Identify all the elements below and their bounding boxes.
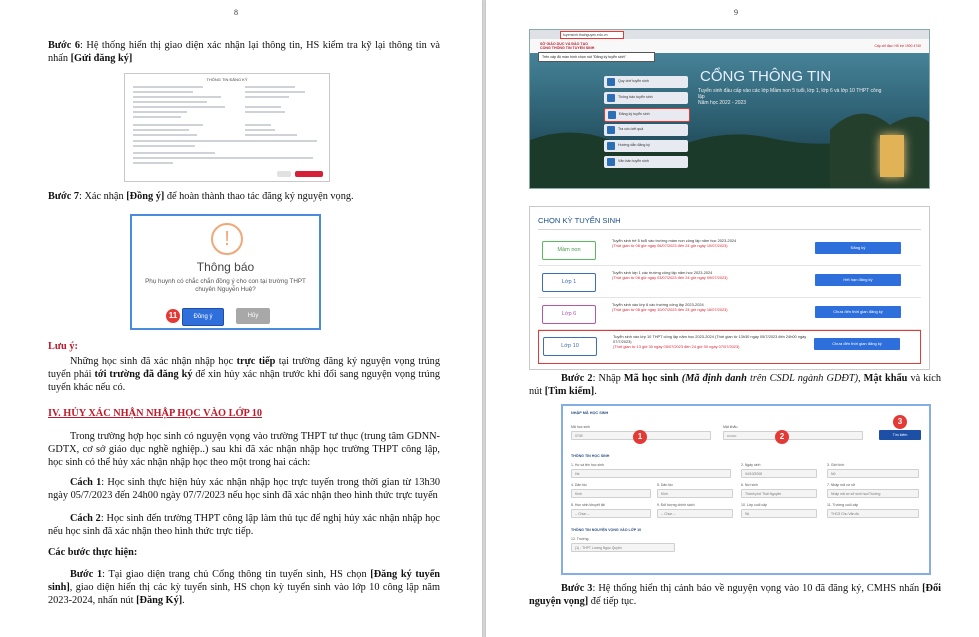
note-emphasis: tới trường đã đăng ký bbox=[94, 369, 193, 380]
step1-text: : Tại giao diện trang chủ Cổng thông tin tuyển sinh, HS chọn bbox=[102, 569, 371, 580]
form-line bbox=[245, 106, 281, 108]
step2-field: Mã học sinh bbox=[623, 373, 679, 384]
register-button[interactable]: Đăng ký bbox=[815, 242, 901, 254]
menu-item-announcements[interactable] bbox=[604, 92, 688, 104]
step3-paragraph bbox=[529, 582, 941, 608]
document-icon bbox=[607, 78, 615, 86]
step1-button-text: [Đăng ký tuyển sinh] bbox=[48, 569, 441, 593]
step1-button-text: [Đăng Ký] bbox=[136, 595, 183, 606]
form-line bbox=[133, 91, 193, 93]
field-label: 6. Nơi sinh bbox=[741, 483, 758, 487]
portal-title: CỔNG THÔNG TIN bbox=[700, 68, 832, 85]
document-page-9 bbox=[486, 0, 979, 637]
desc-note: (Thời gian từ 08 giờ ngày 06/07/2023 đến 24 giờ ngày 10/07/2023) bbox=[612, 243, 728, 248]
wish-label: 12. Trường bbox=[571, 537, 589, 541]
portal-year: Năm học 2022 - 2023 bbox=[698, 100, 747, 106]
form-line bbox=[133, 134, 197, 136]
intro-paragraph: Trong trường hợp học sinh có nguyện vọng vào trường THPT tư thục (trung tâm GDNN-GDTX, cơ sở giáo dục nghề nghiệp..) sau khi đã xác nhận nhập học trường THPT công lập, học sinh có thể hủy xác nhận nhập học theo một trong hai cách: bbox=[48, 431, 440, 468]
pagoda-image bbox=[880, 135, 904, 177]
admission-row-grade6 bbox=[538, 299, 921, 330]
way2-label: Cách 2 bbox=[70, 513, 101, 524]
field-label: 10. Lớp cuối cấp bbox=[741, 503, 768, 507]
field-label: 7. Nhập mã cơ sở bbox=[827, 483, 856, 487]
address-bar[interactable]: tuyensinh.thainguyen.edu.vn bbox=[560, 31, 624, 39]
menu-label: Tra cứu kết quả bbox=[618, 127, 644, 131]
step2-text: , bbox=[858, 373, 864, 384]
desc-text: Tuyển sinh trẻ 5 tuổi vào trường mầm non công lập năm học 2023-2024 bbox=[612, 238, 737, 243]
step-badge-1: 1 bbox=[633, 430, 647, 444]
search-form-title: NHẬP MÃ HỌC SINH bbox=[571, 411, 609, 415]
menu-label: Đăng ký tuyển sinh bbox=[619, 112, 650, 116]
menu-label: Thông báo tuyển sinh bbox=[618, 95, 653, 99]
step1-text: . bbox=[182, 595, 185, 606]
field-input[interactable]: Nhập mã cơ sở sinh học/Trường bbox=[827, 489, 919, 498]
level-tag: Lớp 10 bbox=[543, 337, 597, 356]
desc-text: Tuyển sinh vào lớp 10 THPT công lập năm học 2023-2024 (Thời gian từ 13h30 ngày 05/7/2023 đến 24h00 ngày 07/7/2023) bbox=[613, 334, 807, 344]
brand-line: CỔNG THÔNG TIN TUYỂN SINH bbox=[540, 46, 595, 50]
confirm-form-title: THÔNG TIN ĐĂNG KÝ bbox=[206, 77, 248, 82]
field-label: 9. Đối tượng chính sách bbox=[657, 503, 695, 507]
portal-homepage-screenshot bbox=[529, 29, 930, 189]
step6-label: Bước 6 bbox=[48, 40, 80, 51]
bell-icon bbox=[607, 94, 615, 102]
field-select[interactable]: -- Chọn -- bbox=[657, 509, 733, 518]
step1-paragraph bbox=[48, 568, 440, 607]
choose-heading: CHỌN KỲ TUYỂN SINH bbox=[538, 216, 621, 225]
step2-label: Bước 2 bbox=[561, 373, 593, 384]
menu-label: Hướng dẫn đăng ký bbox=[618, 143, 650, 147]
step6-button-text: [Gửi đăng ký] bbox=[70, 53, 133, 64]
step2-paragraph bbox=[529, 372, 941, 398]
step7-paragraph bbox=[48, 190, 440, 203]
wish-input[interactable]: (1) - THPT Lương Ngọc Quyến bbox=[571, 543, 675, 552]
dialog-title: Thông báo bbox=[196, 260, 255, 274]
form-line bbox=[133, 162, 173, 164]
step6-text: : Hệ thống hiển thị giao diện xác nhận lại thông tin, HS kiểm tra kỹ lại thông tin và nhấn bbox=[48, 40, 441, 64]
form-line bbox=[245, 129, 275, 131]
way2-paragraph bbox=[48, 512, 440, 538]
step2-text: . bbox=[594, 386, 597, 397]
menu-item-regulations[interactable] bbox=[604, 76, 688, 88]
note-text: để xin hủy xác nhận trước khi đổi sang nguyện vọng trúng tuyển khác nếu có. bbox=[48, 369, 441, 393]
form-line bbox=[245, 96, 289, 98]
step3-text: : Hệ thống hiển thị cảnh báo về nguyện vọng vào 10 đã đăng ký, CMHS nhấn bbox=[592, 583, 923, 594]
document-page-8 bbox=[0, 0, 482, 637]
way1-text: : Học sinh thực hiện hủy xác nhận nhập học trực tuyến trong thời gian từ 13h30 ngày 05/7/2023 đến 24h00 ngày 07/7/2023 nếu học sinh đã xác nhận theo hình thức trực tuyến bbox=[48, 477, 440, 501]
not-yet-button[interactable]: Chưa đến thời gian đăng ký bbox=[815, 306, 901, 318]
brand-line: SỞ GIÁO DỤC VÀ ĐÀO TẠO bbox=[540, 42, 588, 46]
step3-label: Bước 3 bbox=[561, 583, 593, 594]
steps-heading: Các bước thực hiện: bbox=[48, 547, 138, 558]
note-text: Những học sinh đã xác nhận nhập học bbox=[70, 356, 237, 367]
portal-subtitle bbox=[698, 88, 888, 106]
form-line bbox=[133, 124, 203, 126]
form-line bbox=[133, 157, 313, 159]
admission-desc bbox=[612, 238, 822, 248]
way2-text: : Học sinh đến trường THPT công lập làm thủ tục để nghị hủy xác nhận nhập học nếu học sinh đã xác nhận theo hình thức trực tiếp. bbox=[48, 513, 440, 537]
back-button[interactable] bbox=[277, 171, 291, 177]
desc-text: Tuyển sinh vào lớp 6 các trường công lập 2023-2024 bbox=[612, 302, 704, 307]
step7-button-text: [Đồng ý] bbox=[126, 191, 165, 202]
submit-registration-button[interactable] bbox=[295, 171, 323, 177]
field-input[interactable]: Kinh bbox=[657, 489, 733, 498]
support-hotline: Cấp chỉ đạo: Hỗ trợ 1900 4740 bbox=[874, 44, 921, 48]
level-tag: Lớp 6 bbox=[542, 305, 596, 324]
field-input[interactable]: 04/10/2008 bbox=[741, 469, 817, 478]
level-tag: Mầm non bbox=[542, 241, 596, 260]
step2-button-text: [Tìm kiếm] bbox=[544, 386, 595, 397]
way1-paragraph bbox=[48, 476, 440, 502]
step1-text: , giao diện hiển thị các kỳ tuyển sinh, HS chọn kỳ tuyển sinh vào lớp 10 công lập năm 2023-2024, nhấn nút bbox=[48, 582, 440, 606]
student-id-label: Mã học sinh bbox=[571, 425, 590, 429]
menu-label: Quy chế tuyển sinh bbox=[618, 79, 649, 83]
site-brand bbox=[540, 42, 594, 50]
menu-item-results[interactable] bbox=[604, 124, 688, 136]
form-line bbox=[133, 145, 195, 147]
agree-button[interactable]: Đồng ý bbox=[182, 308, 224, 326]
expired-button[interactable]: Hết hạn đăng ký bbox=[815, 274, 901, 286]
field-input[interactable]: 9A bbox=[741, 509, 817, 518]
browser-toolbar bbox=[530, 30, 929, 39]
admission-desc bbox=[612, 270, 822, 280]
step3-text: để tiếp tục. bbox=[588, 596, 637, 607]
confirm-dialog-screenshot bbox=[130, 214, 321, 330]
password-label: Mật khẩu bbox=[723, 425, 738, 429]
warning-icon: ! bbox=[211, 223, 243, 255]
form-line bbox=[133, 152, 215, 154]
field-label: 11. Trường cuối cấp bbox=[827, 503, 859, 507]
wish-heading: THÔNG TIN NGUYỆN VỌNG VÀO LỚP 10 bbox=[571, 528, 642, 532]
form-line bbox=[245, 124, 271, 126]
field-label: 5. Dân tộc bbox=[657, 483, 673, 487]
field-input[interactable]: Hà bbox=[571, 469, 731, 478]
menu-item-guide[interactable] bbox=[604, 140, 688, 152]
step2-field: Mật khẩu bbox=[863, 373, 908, 384]
confirmation-form-screenshot bbox=[124, 73, 330, 182]
desc-text: Tuyển sinh lớp 1 các trường công lập năm học 2023-2024 bbox=[612, 270, 713, 275]
instruction-tooltip: Trên cấp độ màn hình chọn nút "Đăng ký tuyển sinh" bbox=[538, 52, 655, 62]
field-input[interactable]: THCS Chu Văn An bbox=[827, 509, 919, 518]
admission-row-grade10 bbox=[538, 330, 921, 364]
desc-note: (Thời gian từ 08 giờ ngày 10/07/2023 đến 24 giờ ngày 16/07/2023) bbox=[612, 307, 728, 312]
note-emphasis: trực tiếp bbox=[236, 356, 276, 367]
step6-paragraph bbox=[48, 39, 440, 65]
form-line bbox=[133, 111, 187, 113]
form-line bbox=[245, 86, 295, 88]
step-badge-2: 2 bbox=[775, 430, 789, 444]
dialog-message: Phụ huynh có chắc chắn đồng ý cho con tại trường THPT chuyên Nguyễn Huệ? bbox=[145, 278, 306, 293]
field-label: 4. Dân tộc bbox=[571, 483, 587, 487]
menu-item-register[interactable] bbox=[604, 108, 690, 122]
step-badge-11: 11 bbox=[166, 309, 180, 323]
step-badge-3: 3 bbox=[893, 415, 907, 429]
book-icon bbox=[607, 142, 615, 150]
portal-subtitle-text: Tuyển sinh đầu cấp vào các lớp Mầm non 5 tuổi, lớp 1, lớp 6 và lớp 10 THPT công lập bbox=[698, 88, 882, 100]
edit-icon bbox=[608, 111, 616, 119]
field-input[interactable]: Kinh bbox=[571, 489, 651, 498]
field-input[interactable]: Nữ bbox=[827, 469, 919, 478]
section-heading: IV. HỦY XÁC NHẬN NHẬP HỌC VÀO LỚP 10 bbox=[48, 408, 263, 419]
desc-note: (Thời gian từ 08 giờ ngày 03/07/2023 đến 24 giờ ngày 09/07/2023) bbox=[612, 275, 728, 280]
search-button[interactable]: Tìm kiếm bbox=[879, 430, 921, 440]
field-label: 1. Họ và tên học sinh bbox=[571, 463, 604, 467]
desc-note: (Thời gian từ 13 giờ 30 ngày 05/07/2023 đến 24 giờ 00 ngày 07/07/2023) bbox=[613, 344, 740, 349]
admission-row-grade1 bbox=[538, 267, 921, 298]
step7-text: : Xác nhận bbox=[79, 191, 127, 202]
step2-text: : Nhập bbox=[592, 373, 624, 384]
password-input[interactable]: •••••••• bbox=[723, 431, 863, 440]
student-id-input[interactable]: 0749 bbox=[571, 431, 711, 440]
form-line bbox=[133, 86, 203, 88]
folder-icon bbox=[607, 158, 615, 166]
way1-label: Cách 1 bbox=[70, 477, 102, 488]
field-label: 2. Ngày sinh bbox=[741, 463, 761, 467]
not-yet-button[interactable]: Chưa đến thời gian đăng ký bbox=[814, 338, 900, 350]
form-line bbox=[133, 106, 225, 108]
form-line bbox=[133, 140, 317, 142]
admission-row-preschool bbox=[538, 235, 921, 266]
student-search-screenshot bbox=[561, 404, 931, 575]
field-label: 3. Giới tính bbox=[827, 463, 845, 467]
form-line bbox=[245, 134, 297, 136]
page-number: 8 bbox=[234, 8, 238, 17]
form-line bbox=[245, 111, 285, 113]
student-info-heading: THÔNG TIN HỌC SINH bbox=[571, 454, 610, 458]
step1-label: Bước 1 bbox=[70, 569, 103, 580]
step7-label: Bước 7 bbox=[48, 191, 80, 202]
site-header bbox=[530, 39, 929, 53]
choose-admission-screenshot bbox=[529, 206, 930, 370]
admission-desc bbox=[612, 302, 822, 312]
form-line bbox=[245, 91, 305, 93]
field-label: 8. Học sinh khuyết tật bbox=[571, 503, 605, 507]
field-select[interactable]: -- Chọn -- bbox=[571, 509, 651, 518]
step7-text: để hoàn thành thao tác đăng ký nguyện vọng. bbox=[164, 191, 354, 202]
menu-item-documents[interactable] bbox=[604, 156, 688, 168]
form-line bbox=[133, 129, 189, 131]
admission-desc bbox=[613, 334, 823, 349]
step3-button-text: [Đổi nguyện vọng] bbox=[529, 583, 941, 607]
field-input[interactable]: Thành phố Thái Nguyên bbox=[741, 489, 817, 498]
page-number: 9 bbox=[734, 8, 738, 17]
search-icon bbox=[607, 126, 615, 134]
menu-label: Văn bản tuyển sinh bbox=[618, 159, 649, 163]
step2-field: (Mã định danh bbox=[681, 373, 747, 384]
cancel-button[interactable]: Hủy bbox=[236, 308, 270, 324]
form-line bbox=[133, 116, 181, 118]
note-text: tại trường đăng ký nguyện vọng trúng tuyển phải bbox=[48, 356, 440, 380]
step2-text: và kích nút bbox=[529, 373, 941, 397]
form-line bbox=[133, 96, 221, 98]
divider bbox=[538, 229, 921, 230]
step2-text: trên CSDL ngành GDĐT) bbox=[746, 373, 858, 384]
note-paragraph bbox=[48, 355, 440, 394]
level-tag: Lớp 1 bbox=[542, 273, 596, 292]
form-line bbox=[133, 101, 207, 103]
note-heading: Lưu ý: bbox=[48, 341, 78, 352]
